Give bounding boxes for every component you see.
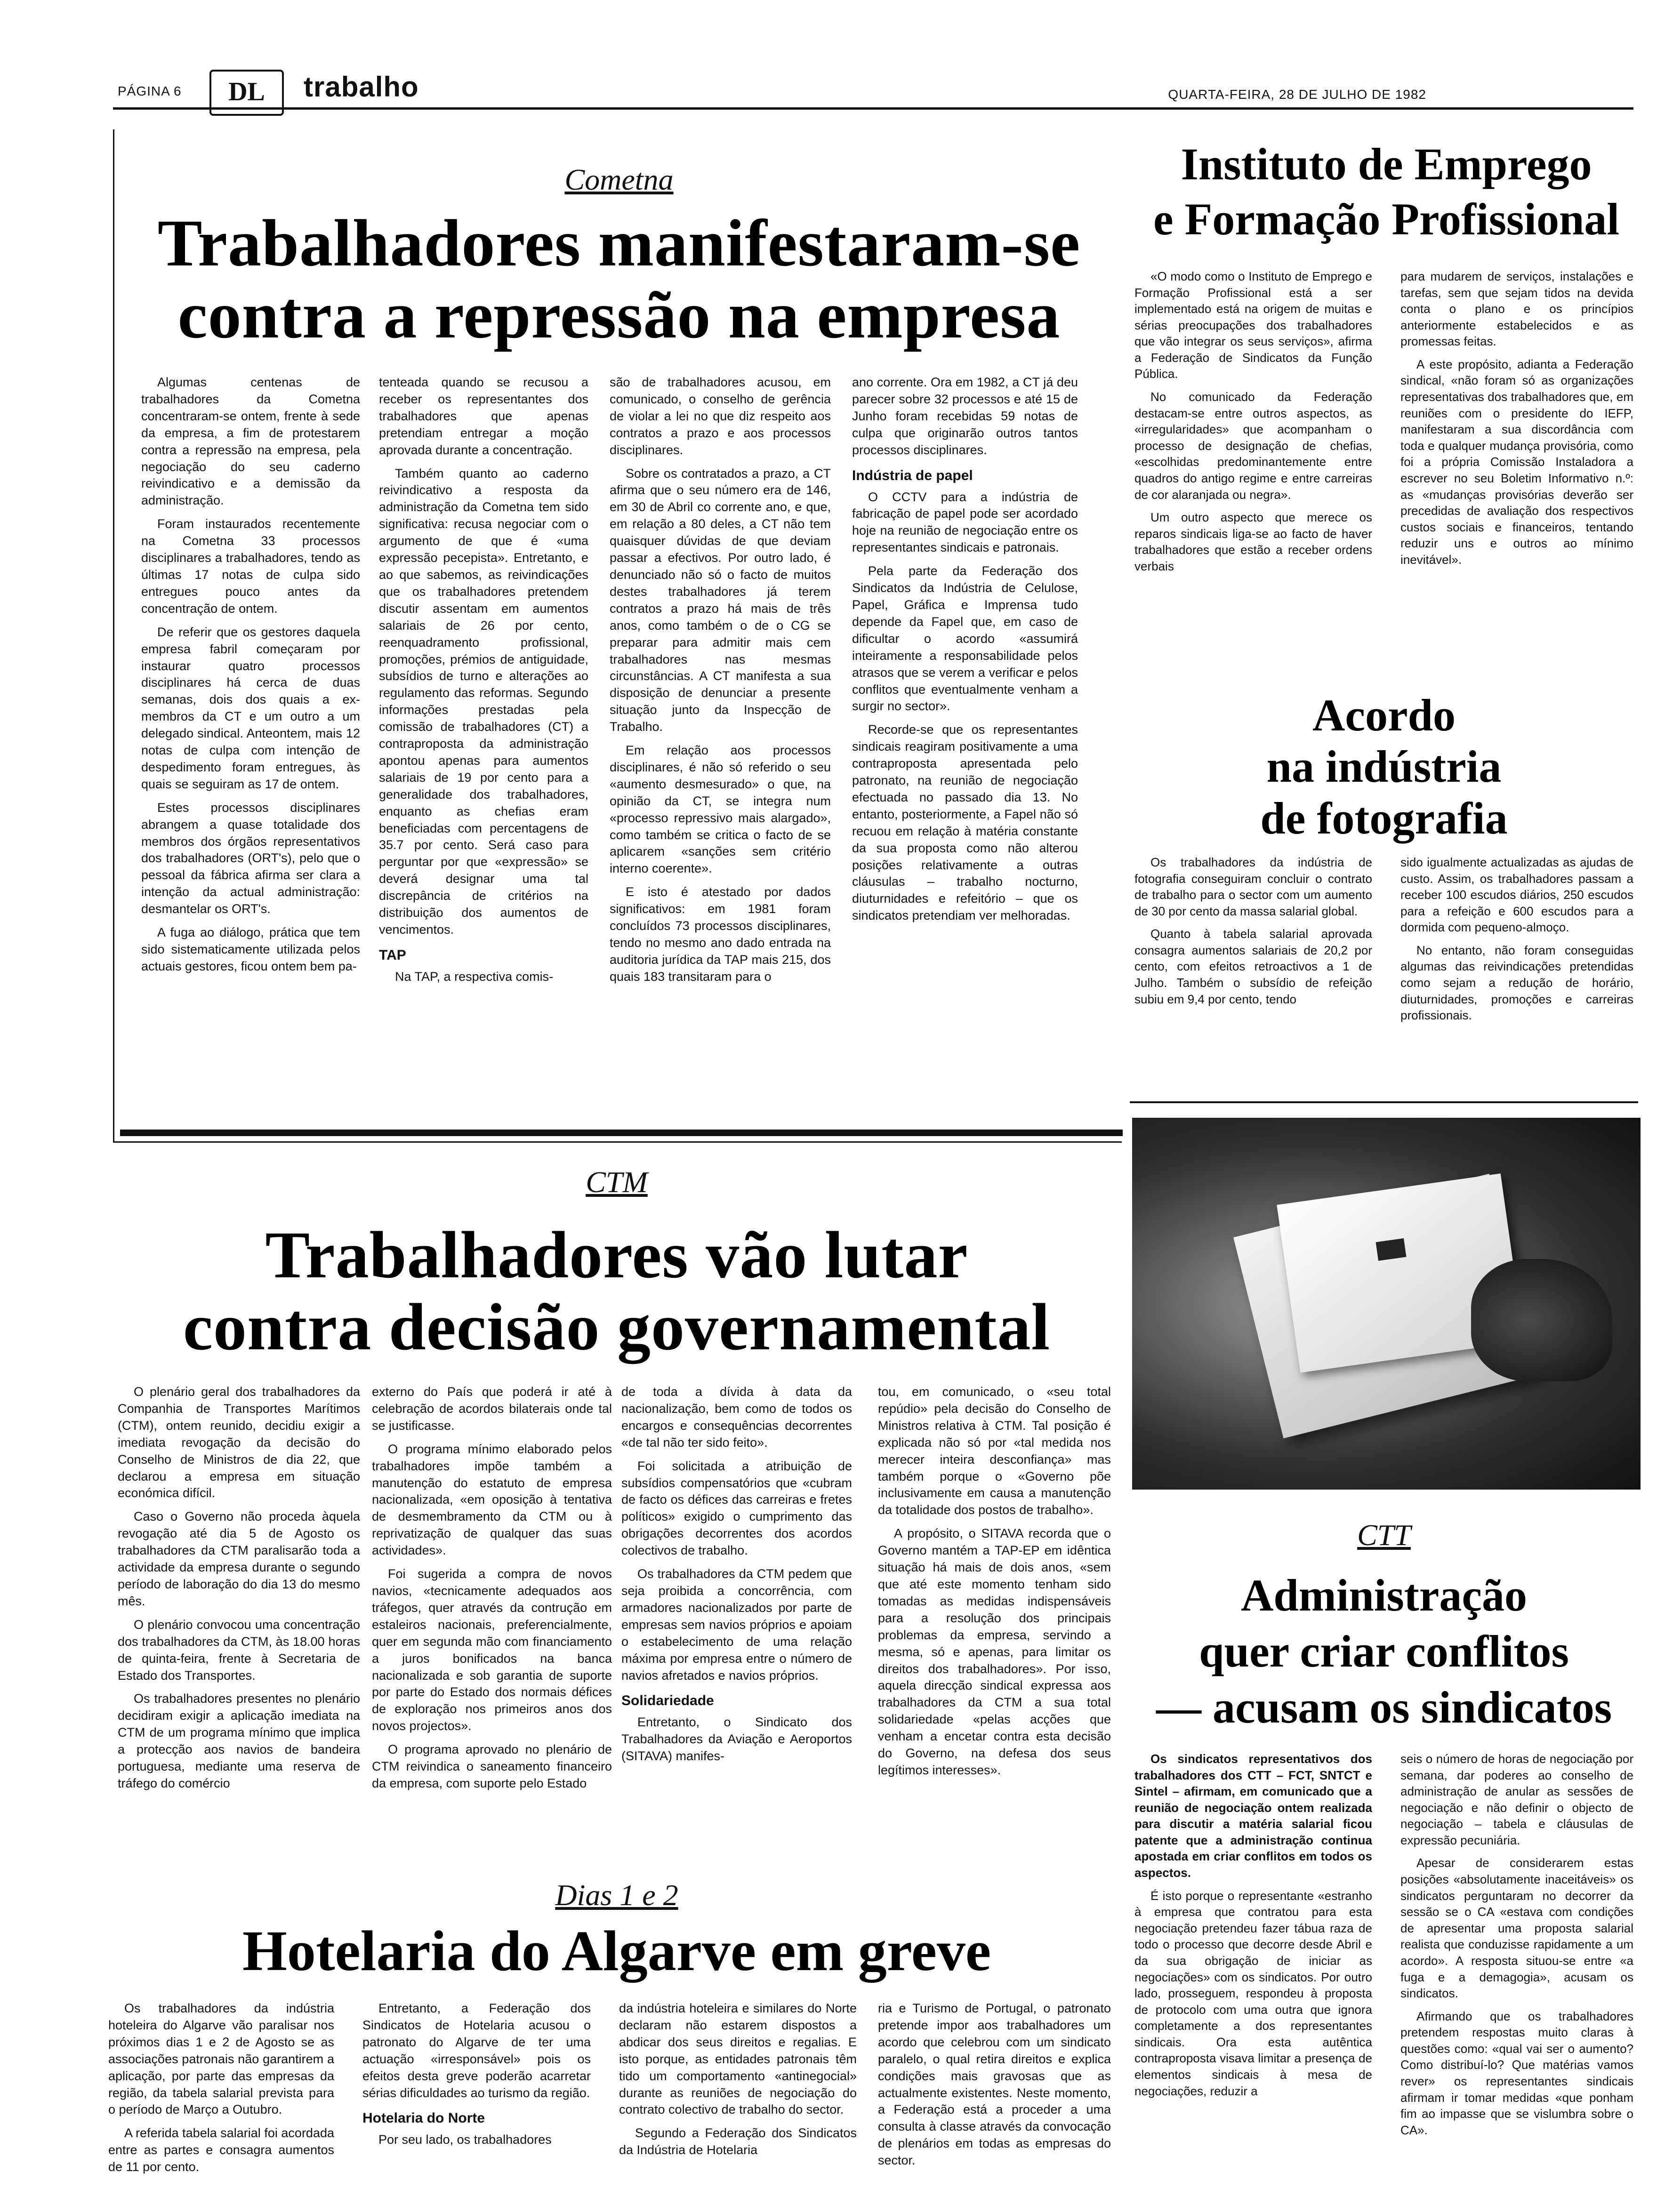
section-title: trabalho xyxy=(304,71,419,103)
fotografia-column-2: sido igualmente actualizadas as ajudas de custo. Assim, os trabalhadores passam a receber 100 escudos diários, 250 escudos para a refeição e 600 escudos para a dormida com pequeno-almoço. No entanto, não foram conseguidas algumas das reivindicações pretendidas como sejam a redução de horário, diuturnidades, promoções e carreiras profissionais. xyxy=(1400,855,1633,1023)
iefp-headline: Instituto de Emprego e Formação Profissional xyxy=(1153,139,1620,245)
algarve-column-2: Entretanto, a Federação dos Sindicatos de Hotelaria acusou o patronato do Algarve de ter uma actuação «irresponsável» pois os efeitos desta greve poderão acarretar sérias dificuldades ao turismo da região. Hotelaria do Norte Por seu lado, os trabalhadores xyxy=(362,2001,591,2147)
ctt-column-1: Os sindicatos representativos dos trabalhadores dos CTT – FCT, SNTCT e Sintel – afirmam, em comunicado que a reunião de negociação ontem realizada para discutir a matéria salarial ficou patente que a administração continua apostada em criar conflitos em todos os aspectos. É isto porque o representante «estranho à empresa que contratou para esta negociação pretendeu fazer tábua raza de todo o processo que decorre desde Abril e da sua obrigação de iniciar as negociações» com os sindicatos. Por outro lado, prosseguem, respondeu à proposta de protocolo com uma outra que ignora completamente a dos representantes sindicais. Ora esta autêntica contraproposta visava limitar a presença de elementos sindicais à mesa de negociações, reduzir a xyxy=(1134,1752,1372,2098)
ctm-solidariedade-subhead: Solidariedade xyxy=(621,1693,714,1709)
algarve-norte-subhead: Hotelaria do Norte xyxy=(362,2110,485,2126)
newspaper-logo: DL xyxy=(209,70,284,116)
masthead-rule xyxy=(113,107,1633,110)
cometna-headline: Trabalhadores manifestaram-se contra a repressão na empresa xyxy=(157,206,1081,353)
cometna-papel-subhead: Indústria de papel xyxy=(852,467,973,483)
fotografia-column-1: Os trabalhadores da indústria de fotografia conseguiram concluir o contrato de trabalho para o sector com um aumento de 30 por cento da massa salarial global. Quanto à tabela salarial aprovada consagra aumentos salariais de 20,2 por cento, com efeitos retroactivos a 1 de Julho. Também o subsídio de refeição subiu em 9,4 por cento, tendo xyxy=(1134,855,1372,1006)
fotografia-headline: Acordo na indústria de fotografia xyxy=(1260,690,1508,843)
algarve-column-3: da indústria hoteleira e similares do Norte declaram não estarem dispostos a abdicar dos seus direitos e regalias. E isto porque, as entidades patronais têm tido um comportamento «antinegocial» durante as reuniões de negociação do contrato colectivo de trabalho do sector. Segundo a Federação dos Sindicatos da Indústria de Hotelaria xyxy=(619,2001,857,2157)
cometna-column-2: tenteada quando se recusou a receber os representantes dos trabalhadores que apenas pretendiam entregar a moção aprovada durante a concentração. Também quanto ao caderno reivindicativo a resposta da administração da Cometna tem sido significativa: recusa negociar com o argumento de que é «uma expressão pecepista». Entretanto, e ao que sabemos, as reivindicações que os trabalhadores pretendem discutir assentam em aumentos salariais de 26 por cento, reenquadramento profissional, promoções, prémios de antiguidade, subsídios de turno e alterações ao regulamento das reformas. Segundo informações prestadas pela comissão de trabalhadores (CT) a contraproposta da administração apontou apenas para aumentos salariais de 19 por cento para a generalidade dos trabalhadores, enquanto as chefias eram beneficiadas com percentagens de 35.7 por cento. Será caso para perguntar por que «expressão» se deverá designar uma tal discrepância de critérios na distribuição dos aumentos de vencimentos. TAP Na TAP, a respectiva comis- xyxy=(379,375,588,984)
fotografia-bottom-rule xyxy=(1130,1101,1638,1103)
ctt-kicker: CTT xyxy=(1357,1518,1411,1552)
ctm-headline: Trabalhadores vão lutar contra decisão governamental xyxy=(183,1218,1051,1364)
hand-shape xyxy=(1471,1259,1612,1381)
algarve-column-4: ria e Turismo de Portugal, o patronato pretende impor aos trabalhadores um acordo que celebrou com um sindicato paralelo, o qual retira direitos e explica condições mais gravosas que as actualmente existentes. Neste momento, a Federação está a proceder a uma consulta à classe através da convocação de plenários em todas as empresas do sector. xyxy=(878,2001,1111,2168)
ctm-column-3: de toda a dívida à data da nacionalização, bem como de todos os encargos e consequências decorrentes «de tal não ter sido feito». Foi solicitada a atribuição de subsídios compensatórios que «cubram de facto os défices das carreiras e fretes políticos» exigido o cumprimento das obrigações decorrentes dos acordos colectivos de trabalho. Os trabalhadores da CTM pedem que seja proibida a concorrência, com armadores nacionalizados por parte de empresas sem navios próprios e apoiam o estabelecimento de uma relação máxima por empresa entre o número de navios afretados e navios próprios. Solidariedade Entretanto, o Sindicato dos Trabalhadores da Aviação e Aeroportos (SITAVA) manifes- xyxy=(621,1385,852,1763)
algarve-kicker: Dias 1 e 2 xyxy=(555,1878,678,1912)
page-number: PÁGINA 6 xyxy=(118,84,182,98)
ctt-column-2: seis o número de horas de negociação por semana, dar poderes ao conselho de administração de anular as sessões de negociação e não definir o objecto de negociação – tabela e cláusulas de expressão pecuniária. Apesar de considerarem estas posições «absolutamente inaceitáveis» os sindicatos perguntaram no decorrer da sessão se o CA «estava com condições de apresentar uma proposta salarial realista que conduzisse rapidamente a um acordo». A resposta situou-se entre «a fuga e a demagogia», acusam os sindicatos. Afirmando que os trabalhadores pretendem respostas muito claras à questões como: «qual vai ser o aumento? Como distribuí-lo? Que matérias vamos rever» os representantes sindicais afirmam ir tomar medidas «que ponham fim ao impasse que se vislumbra sobre o CA». xyxy=(1400,1752,1633,2137)
document-stack-photo xyxy=(1132,1118,1641,1490)
cometna-column-1: Algumas centenas de trabalhadores da Cometna concentraram-se ontem, frente à sede da empresa, a fim de protestarem contra a repressão na empresa, pela negociação do seu caderno reivindicativo e a demissão da administração. Foram instaurados recentemente na Cometna 33 processos disciplinares a trabalhadores, tendo as últimas 17 notas de culpa sido entregues pouco antes da concentração de ontem. De referir que os gestores daquela empresa fabril começaram por instaurar quatro processos disciplinares há cerca de duas semanas, dois dos quais a ex-membros da CT e um outro a um delegado sindical. Anteontem, mais 12 notas de culpa com intenção de despedimento foram entregues, às quais se seguiram as 17 de ontem. Estes processos disciplinares abrangem a quase totalidade dos membros dos órgãos representativos dos trabalhadores (ORT's), pelo que o pessoal da fábrica afirma ser clara a intenção da actual administração: desmantelar os ORT's. A fuga ao diálogo, prática que tem sido sistematicamente utilizada pelos actuais gestores, ficou ontem bem pa- xyxy=(141,375,360,973)
ctm-column-4: tou, em comunicado, o «seu total repúdio» pela decisão do Conselho de Ministros relativa à CTM. Tal posição é explicada não só por «tal medida nos merecer inteira desconfiança» mas também porque o «Governo põe inclusivamente em causa a manutenção da totalidade dos postos de trabalho». A propósito, o SITAVA recorda que o Governo mantém a TAP-EP em idêntica situação há mais de dois anos, «sem que até este momento tenham sido tomadas as medidas indispensáveis para a resolução dos principais problemas da empresa, servindo a mesma, só e apenas, para limitar os direitos dos trabalhadores». Por isso, aquela direcção sindical expressa aos trabalhadores da CTM a sua total solidariedade «pelas acções que venham a encetar contra esta decisão do Governo, na defesa dos seus legítimos interesses». xyxy=(878,1385,1111,1777)
cometna-tap-subhead: TAP xyxy=(379,947,406,963)
ctm-column-2: externo do País que poderá ir até à celebração de acordos bilaterais onde tal se justificasse. O programa mínimo elaborado pelos trabalhadores impõe também a manutenção do estatuto de empresa nacionalizada, «em oposição à tentativa de desmembramento da CTM ou à reprivatização de qualquer das suas actividades». Foi sugerida a compra de novos navios, «tecnicamente adequados aos tráfegos, quer através da contrução em estaleiros nacionais, preferencialmente, quer em segunda mão com financiamento a juros bonificados na banca nacionalizada e sob garantia de suporte por parte do Estado dos normais défices de exploração nos primeiros anos dos novos projectos». O programa aprovado no plenário de CTM reivindica o saneamento financeiro da empresa, com suporte pelo Estado xyxy=(372,1385,612,1790)
cometna-bottom-rule xyxy=(120,1130,1123,1136)
iefp-column-1: «O modo como o Instituto de Emprego e Formação Profissional está a ser implementado está na origem de muitas e sérias preocupações dos trabalhadores que vão integrar os seus serviços», afirma a Federação de Sindicatos da Função Pública. No comunicado da Federação destacam-se entre outros aspectos, as «irregularidades» que acompanham o processo de designação de chefias, «escolhidas predominantemente entre quadros do antigo regime e entre carreiras de cor alaranjada ou negra». Um outro aspecto que merece os reparos sindicais liga-se ao facto de haver trabalhadores que estão a receber ordens verbais xyxy=(1134,269,1372,573)
ctm-column-1: O plenário geral dos trabalhadores da Companhia de Transportes Marítimos (CTM), ontem reunido, decidiu exigir a imediata revogação da decisão do Conselho de Ministros de dia 22, que declarou a empresa em situação económica difícil. Caso o Governo não proceda àquela revogação até dia 5 de Agosto os trabalhadores da CTM paralisarão toda a actividade da empresa durante o segundo período de laboração do dia 13 do mesmo mês. O plenário convocou uma concentração dos trabalhadores da CTM, às 18.00 horas de quinta-feira, frente à Secretaria de Estado dos Transportes. Os trabalhadores presentes no plenário decidiram exigir a aplicação imediata na CTM de um programa mínimo que implica a protecção aos navios de bandeira portuguesa, mediante uma reserva de tráfego do comércio xyxy=(118,1385,360,1790)
cometna-column-3: são de trabalhadores acusou, em comunicado, o conselho de gerência de violar a lei no que diz respeito aos contratos a prazo e aos processos disciplinares. Sobre os contratados a prazo, a CT afirma que o seu número era de 146, em 30 de Abril co corrente ano, e que, em relação a 80 deles, a CT não tem quaisquer dúvidas de que deviam passar a efectivos. Por outro lado, é denunciado não só o facto de muitos destes trabalhadores já terem contratos a prazo há mais de três anos, como também o de o CG se preparar para admitir mais cem trabalhadores nas mesmas circunstâncias. A CT manifesta a sua disposição de denunciar a presente situação junto da Inspecção de Trabalho. Em relação aos processos disciplinares, é não só referido o seu «aumento desmesurado» o que, na opinião da CT, se integra num «processo repressivo mais alargado», como também se critica o facto de se aplicarem «sanções sem critério interno coerente». E isto é atestado por dados significativos: em 1981 foram concluídos 73 processos disciplinares, tendo no mesmo ano dado entrada na auditoria jurídica da TAP mais 215, dos quais 183 transitaram para o xyxy=(610,375,831,984)
cometna-column-4: ano corrente. Ora em 1982, a CT já deu parecer sobre 32 processos e até 15 de Junho foram recebidas 59 notas de culpa que originarão outros tantos processos disciplinares. Indústria de papel O CCTV para a indústria de fabricação de papel pode ser acordado hoje na reunião de negociação entre os representantes sindicais e patronais. Pela parte da Federação dos Sindicatos da Indústria de Celulose, Papel, Gráfica e Imprensa tudo depende da Fapel que, em caso de dificultar o acordo «assumirá inteiramente a responsabilidade pelos atrasos que se verem a verificar e pelos conflitos que eventualmente venham a surgir no sector». Recorde-se que os representantes sindicais reagiram positivamente a uma contraproposta apresentada pelo patronato, na reunião de negociação efectuada no passado dia 13. No entanto, posteriormente, a Fapel não só recuou em relação à matéria constante da sua proposta como não alterou posições relativamente a outras cláusulas – trabalho nocturno, diuturnidades e refeitório – que os sindicatos pretendiam ver melhoradas. xyxy=(852,375,1078,923)
document-emblem xyxy=(1376,1238,1407,1261)
algarve-headline: Hotelaria do Algarve em greve xyxy=(242,1919,991,1983)
algarve-column-1: Os trabalhadores da indústria hoteleira do Algarve vão paralisar nos próximos dias 1 e 2 de Agosto se as associações patronais não garantirem a aplicação, por parte das empresas da região, da tabela salarial prevista para o período de Março a Outubro. A referida tabela salarial foi acordada entre as partes e consagra aumentos de 11 por cento. xyxy=(108,2001,334,2174)
ctt-headline: Administração quer criar conflitos — acusam os sindicatos xyxy=(1156,1570,1612,1733)
issue-date: QUARTA-FEIRA, 28 DE JULHO DE 1982 xyxy=(1168,87,1426,102)
iefp-column-2: para mudarem de serviços, instalações e tarefas, sem que sejam tidos na devida conta o plano e os princípios anteriormente estabelecidos e as promessas feitas. A este propósito, adianta a Federação sindical, «não foram só as organizações representativas dos trabalhadores que, em reuniões com o presidente do IEFP, manifestaram a sua discordância com toda e qualquer mudança provisória, como foi a própria Comissão Instaladora a escrever no seu Boletim Informativo n.º: as «mudanças provisórias deverão ser precedidas de avaliação dos respectivos custos sociais e financeiros, tentando reduzir uns e outros ao mínimo inevitável». xyxy=(1400,269,1633,567)
cometna-kicker: Cometna xyxy=(564,163,674,196)
ctm-kicker: CTM xyxy=(586,1165,648,1199)
